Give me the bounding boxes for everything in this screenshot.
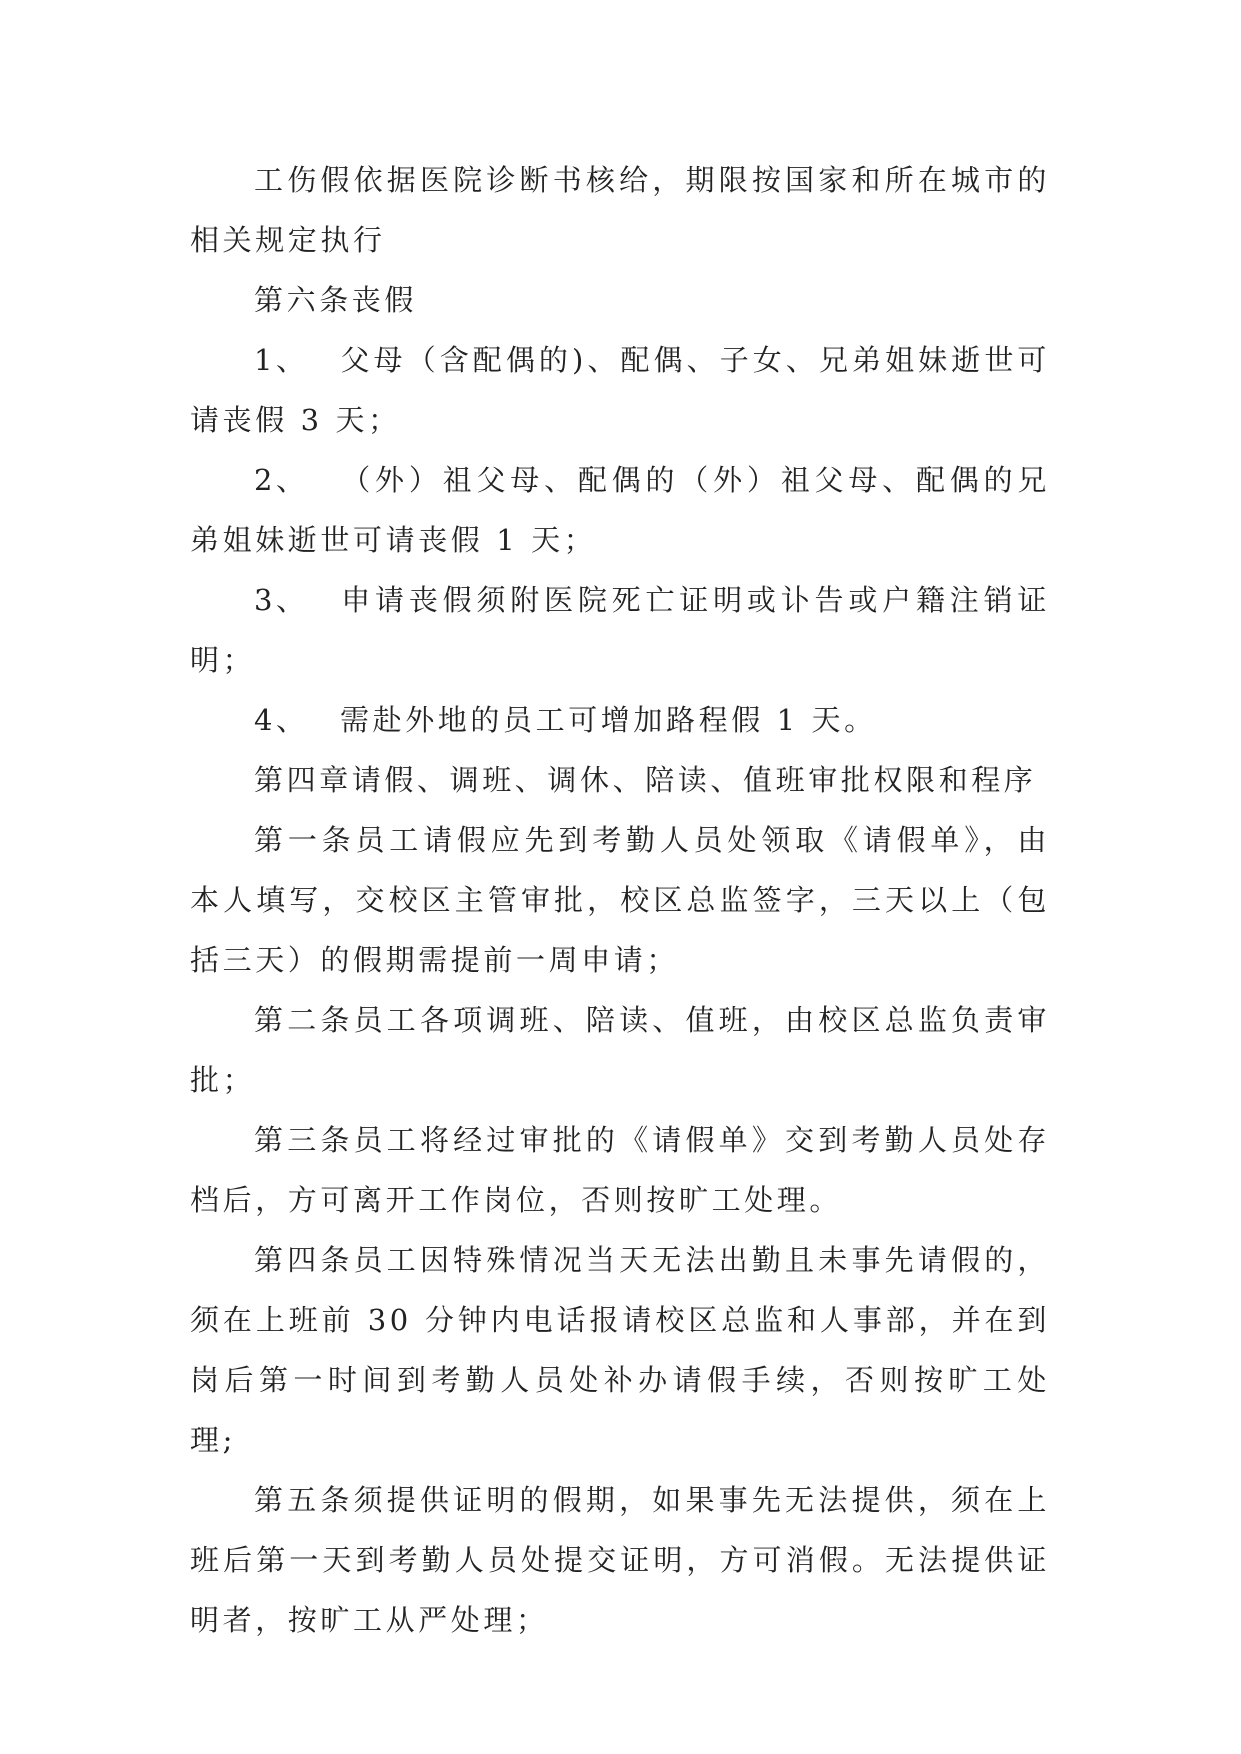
list-item-4: 4、 需赴外地的员工可增加路程假 1 天。 [190, 690, 1050, 750]
paragraph-work-injury-leave: 工伤假依据医院诊断书核给，期限按国家和所在城市的相关规定执行 [190, 163, 1050, 257]
paragraph-article-2: 第二条员工各项调班、陪读、值班，由校区总监负责审批； [190, 1003, 1050, 1097]
list-item-3: 3、 申请丧假须附医院死亡证明或讣告或户籍注销证明； [190, 570, 1050, 690]
paragraph-article-3: 第三条员工将经过审批的《请假单》交到考勤人员处存档后，方可离开工作岗位，否则按旷工处理。 [190, 1123, 1050, 1217]
paragraph-article-4: 第四条员工因特殊情况当天无法出勤且未事先请假的，须在上班前 30 分钟内电话报请校区总监和人事部，并在到岗后第一时间到考勤人员处补办请假手续，否则按旷工处理; [190, 1243, 1050, 1457]
list-item-number: 3、 [254, 583, 309, 617]
heading-article-6-bereavement-leave: 第六条丧假 [254, 283, 418, 317]
list-item-1: 1、 父母（含配偶的)、配偶、子女、兄弟姐妹逝世可请丧假 3 天； [190, 330, 1050, 450]
list-item-2: 2、 （外）祖父母、配偶的（外）祖父母、配偶的兄弟姐妹逝世可请丧假 1 天； [190, 450, 1050, 570]
paragraph-article-5: 第五条须提供证明的假期，如果事先无法提供，须在上班后第一天到考勤人员处提交证明，方可消假。无法提供证明者，按旷工从严处理； [190, 1483, 1050, 1637]
list-item-number: 2、 [254, 463, 309, 497]
document-page [190, 150, 1050, 1650]
heading-chapter-4: 第四章请假、调班、调休、陪读、值班审批权限和程序 [254, 763, 1037, 797]
list-item-number: 4、 [254, 703, 309, 737]
list-item-number: 1、 [254, 343, 309, 377]
paragraph-article-1: 第一条员工请假应先到考勤人员处领取《请假单》，由本人填写，交校区主管审批，校区总监签字，三天以上（包括三天）的假期需提前一周申请； [190, 823, 1050, 977]
